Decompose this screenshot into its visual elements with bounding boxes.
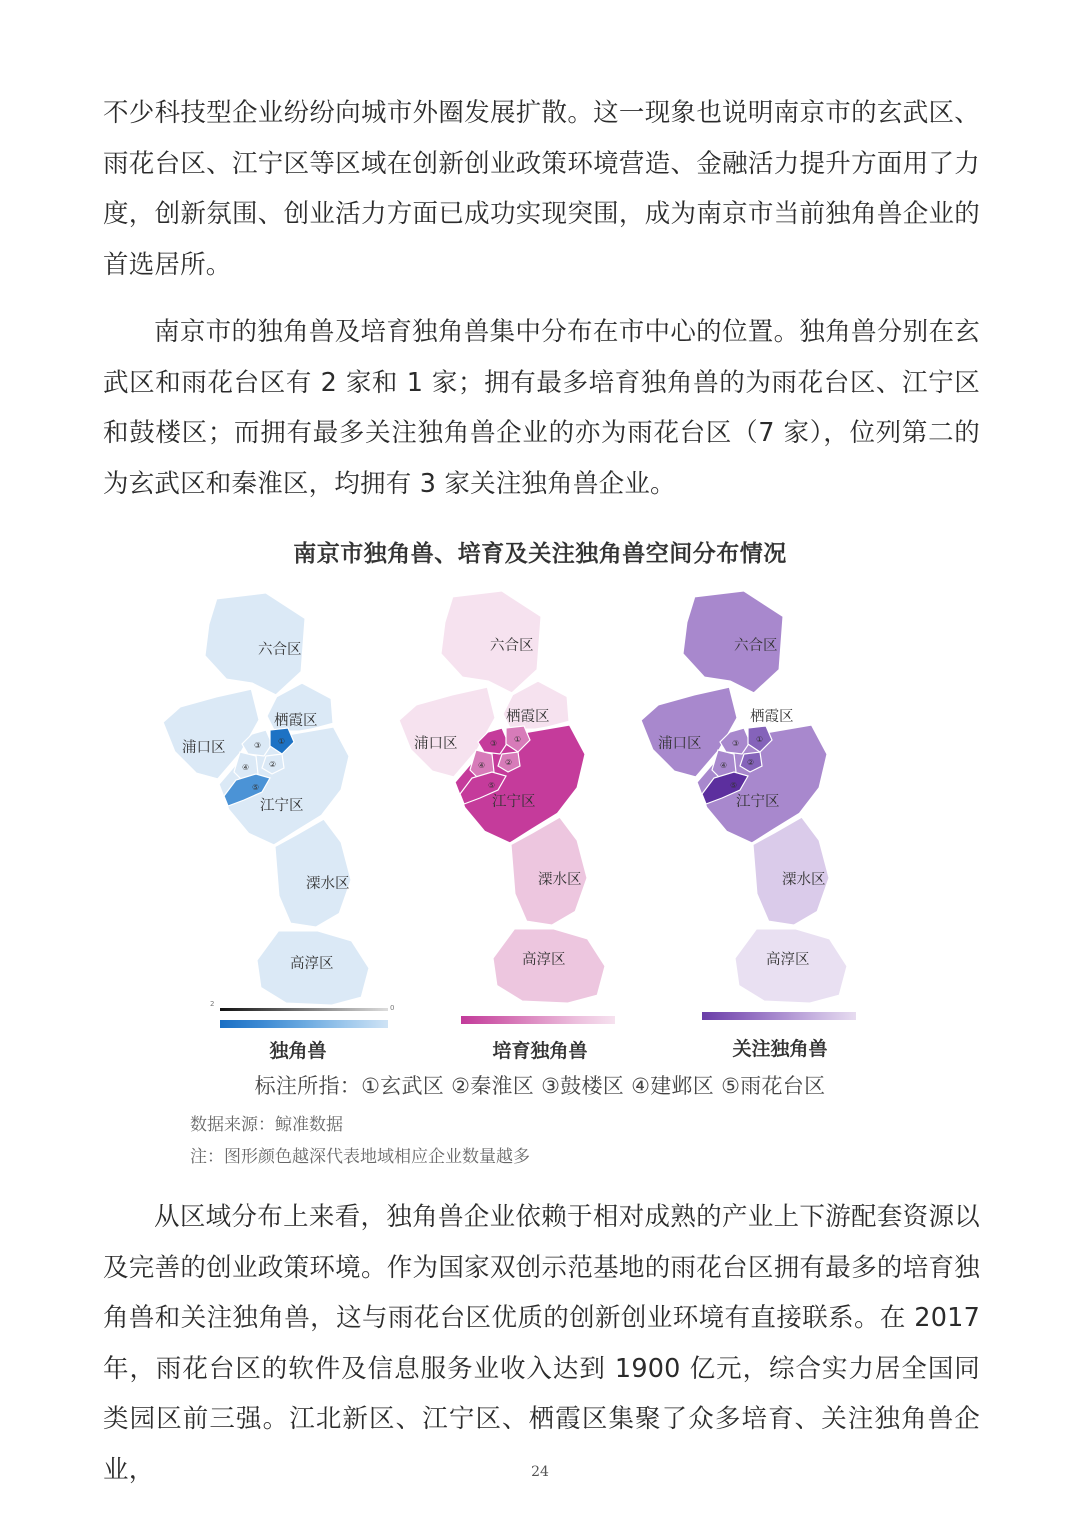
legend-max-label: 2 <box>210 1000 215 1008</box>
mark-1: ① <box>756 735 764 744</box>
figure-title: 南京市独角兽、培育及关注独角兽空间分布情况 <box>293 541 787 567</box>
district-maps <box>0 578 1080 1018</box>
label-jiangning: 江宁区 <box>736 794 780 810</box>
label-liuhe: 六合区 <box>734 638 778 654</box>
mark-4: ④ <box>720 761 728 770</box>
label-jiangning: 江宁区 <box>260 798 304 814</box>
legend-name-unicorn: 独角兽 <box>269 1040 327 1062</box>
label-lishui: 溧水区 <box>306 876 350 892</box>
paragraph-1: 不少科技型企业纷纷向城市外圈发展扩散。这一现象也说明南京市的玄武区、雨花台区、江宁区等区域在创新创业政策环境营造、金融活力提升方面用了力度，创新氛围、创业活力方面已成功实现突围，成为南京市当前独角兽企业的首选居所。 <box>103 98 980 280</box>
figure-key: 标注所指：①玄武区 ②秦淮区 ③鼓楼区 ④建邺区 ⑤雨花台区 <box>254 1074 826 1098</box>
label-gaochun: 高淳区 <box>290 956 334 972</box>
legend-ramp-unicorn <box>220 1020 388 1028</box>
mark-3: ③ <box>732 739 740 748</box>
mark-2: ② <box>505 758 513 767</box>
label-liuhe: 六合区 <box>490 638 534 654</box>
map-watched-unicorn <box>640 590 848 1004</box>
label-lishui: 溧水区 <box>782 872 826 888</box>
label-pukou: 浦口区 <box>414 736 458 752</box>
mark-3: ③ <box>254 741 262 750</box>
label-qixia: 栖霞区 <box>274 713 318 729</box>
label-pukou: 浦口区 <box>658 736 702 752</box>
label-gaochun: 高淳区 <box>766 952 810 968</box>
label-liuhe: 六合区 <box>258 642 302 658</box>
mark-4: ④ <box>242 763 250 772</box>
legend-scale-line <box>220 1008 388 1011</box>
label-lishui: 溧水区 <box>538 872 582 888</box>
legend-min-label: 0 <box>390 1004 395 1012</box>
legend-name-watched: 关注独角兽 <box>732 1038 828 1060</box>
mark-3: ③ <box>490 739 498 748</box>
paragraph-3: 从区域分布上来看，独角兽企业依赖于相对成熟的产业上下游配套资源以及完善的创业政策环境。作为国家双创示范基地的雨花台区拥有最多的培育独角兽和关注独角兽，这与雨花台区优质的创新创业环境有直接联系。在 2017 年，雨花台区的软件及信息服务业收入达到 1900 亿元，综合实力居全国同类园区前三强。江北新区、江宁区、栖霞区集聚了众多培育、关注独角兽企业， <box>103 1202 980 1485</box>
mark-5: ⑤ <box>488 781 496 790</box>
legend-ramp-cultivated <box>461 1016 615 1024</box>
map-cultivated-unicorn <box>398 590 606 1004</box>
map-unicorn <box>162 592 370 1006</box>
mark-1: ① <box>514 735 522 744</box>
mark-2: ② <box>269 760 277 769</box>
mark-2: ② <box>747 758 755 767</box>
mark-4: ④ <box>478 761 486 770</box>
label-pukou: 浦口区 <box>182 740 226 756</box>
label-qixia: 栖霞区 <box>506 709 550 725</box>
label-qixia: 栖霞区 <box>750 709 794 725</box>
mark-5: ⑤ <box>730 781 738 790</box>
label-gaochun: 高淳区 <box>522 952 566 968</box>
mark-1: ① <box>278 737 286 746</box>
mark-5: ⑤ <box>252 783 260 792</box>
legend-ramp-watched <box>702 1012 856 1020</box>
legend-name-cultivated: 培育独角兽 <box>492 1040 588 1062</box>
maps-svg <box>0 578 1080 1018</box>
data-source: 数据来源：鲸准数据 <box>190 1115 343 1135</box>
figure-note: 注：图形颜色越深代表地域相应企业数量越多 <box>190 1147 530 1167</box>
page-number: 24 <box>531 1464 549 1480</box>
paragraph-2: 南京市的独角兽及培育独角兽集中分布在市中心的位置。独角兽分别在玄武区和雨花台区有 2 家和 1 家；拥有最多培育独角兽的为雨花台区、江宁区和鼓楼区；而拥有最多关注独角兽企业的亦为雨花台区（7 家），位列第二的为玄武区和秦淮区，均拥有 3 家关注独角兽企业。 <box>103 317 980 499</box>
label-jiangning: 江宁区 <box>492 794 536 810</box>
